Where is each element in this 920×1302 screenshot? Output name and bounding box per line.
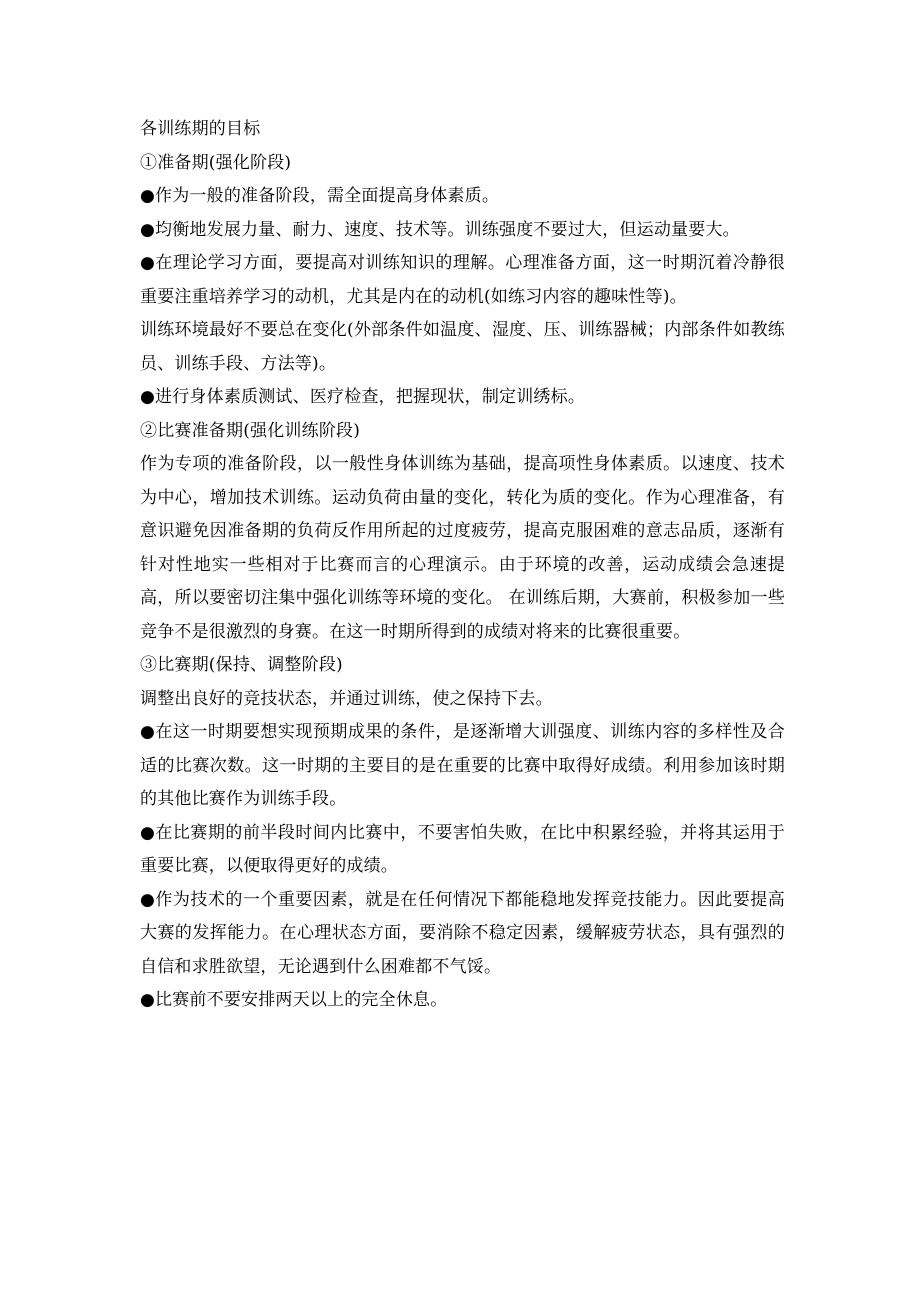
bullet-paragraph: ●作为技术的一个重要因素，就是在任何情况下都能稳地发挥竞技能力。因此要提高大赛的发挥能力。在心理状态方面，要消除不稳定因素，缓解疲劳状态，具有强烈的自信和求胜欲望，无论遇到什么困难都不气馁。 [140, 889, 785, 977]
section-heading-competition: ③比赛期(保持、调整阶段) [140, 655, 343, 675]
bullet-paragraph: ●在比赛期的前半段时间内比赛中，不要害怕失败，在比中积累经验，并将其运用于重要比赛，以便取得更好的成绩。 [140, 822, 785, 876]
bullet-paragraph: ●作为一般的准备阶段，需全面提高身体素质。 [140, 186, 500, 206]
bullet-paragraph: ●比赛前不要安排两天以上的完全休息。 [140, 990, 448, 1010]
bullet-paragraph: ●在理论学习方面，要提高对训练知识的理解。心理准备方面，这一时期沉着冷静很重要注重培养学习的动机，尤其是内在的动机(如练习内容的趣味性等)。 [140, 253, 785, 307]
body-paragraph: 作为专项的准备阶段，以一般性身体训练为基础，提高项性身体素质。以速度、技术为中心，增加技术训练。运动负荷由量的变化，转化为质的变化。作为心理准备，有意识避免因准备期的负荷反作用所起的过度疲劳，提高克服困难的意志品质，逐渐有针对性地实一些相对于比赛而言的心理演示。由于环境的改善，运动成绩会急速提高，所以要密切注集中强化训练等环境的变化。 在训练后期，大赛前，积极参加一些竞争不是很激烈的身赛。在这一时期所得到的成绩对将来的比赛很重要。 [140, 454, 785, 642]
body-paragraph: 调整出良好的竞技状态，并通过训练，使之保持下去。 [140, 688, 553, 709]
bullet-paragraph: ●在这一时期要想实现预期成果的条件，是逐渐增大训强度、训练内容的多样性及合适的比赛次数。这一时期的主要目的是在重要的比赛中取得好成绩。利用参加该时期的其他比赛作为训练手段。 [140, 722, 785, 809]
document-body [140, 113, 785, 1018]
section-heading-preparation: ①准备期(强化阶段) [140, 152, 292, 173]
section-heading-pre-competition: ②比赛准备期(强化训练阶段) [140, 420, 361, 441]
body-paragraph: 训练环境最好不要总在变化(外部条件如温度、湿度、压、训练器械；内部条件如教练员、训练手段、方法等)。 [140, 320, 785, 374]
bullet-paragraph: ●进行身体素质测试、医疗检查，把握现状，制定训绣标。 [140, 387, 586, 407]
document-title: 各训练期的目标 [140, 119, 261, 139]
bullet-paragraph: ●均衡地发展力量、耐力、速度、技术等。训练强度不要过大，但运动量要大。 [140, 219, 740, 240]
